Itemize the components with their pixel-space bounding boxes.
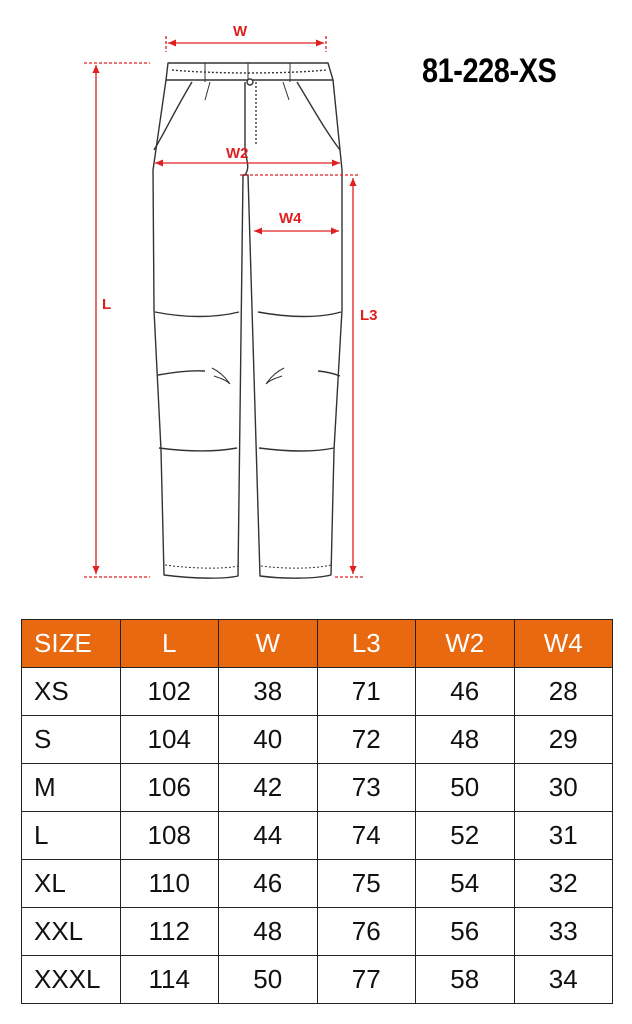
header-w: W [219,620,318,668]
cell-l3: 74 [317,812,416,860]
cell-w: 48 [219,908,318,956]
cell-w: 46 [219,860,318,908]
dimension-lines [84,36,365,577]
trousers-outline [153,63,342,578]
cell-size: L [22,812,121,860]
cell-l: 110 [120,860,219,908]
label-l3: L3 [360,307,378,324]
cell-l3: 76 [317,908,416,956]
table-row [22,716,613,764]
cell-l: 102 [120,668,219,716]
header-size: SIZE [22,620,121,668]
header-l: L [120,620,219,668]
label-l: L [102,296,112,313]
cell-l: 104 [120,716,219,764]
cell-l: 106 [120,764,219,812]
cell-size: XS [22,668,121,716]
cell-w4: 33 [514,908,613,956]
cell-l3: 71 [317,668,416,716]
cell-w: 44 [219,812,318,860]
header-w4: W4 [514,620,613,668]
cell-w4: 29 [514,716,613,764]
size-table [21,619,613,1004]
product-code: 81-228-XS [422,52,557,90]
table-header-row [22,620,613,668]
label-w: W [233,23,248,40]
cell-w2: 58 [416,956,515,1004]
table-row [22,668,613,716]
cell-l3: 73 [317,764,416,812]
header-w2: W2 [416,620,515,668]
table-row [22,860,613,908]
cell-l: 112 [120,908,219,956]
cell-l3: 77 [317,956,416,1004]
cell-w2: 54 [416,860,515,908]
cell-w2: 56 [416,908,515,956]
table-row [22,908,613,956]
cell-w: 50 [219,956,318,1004]
cell-w4: 31 [514,812,613,860]
header-l3: L3 [317,620,416,668]
cell-size: XXXL [22,956,121,1004]
cell-w4: 32 [514,860,613,908]
cell-l3: 72 [317,716,416,764]
cell-size: XXL [22,908,121,956]
cell-l: 108 [120,812,219,860]
cell-w4: 30 [514,764,613,812]
table-row [22,764,613,812]
cell-size: M [22,764,121,812]
cell-w2: 48 [416,716,515,764]
table-row [22,812,613,860]
cell-w: 38 [219,668,318,716]
cell-w: 42 [219,764,318,812]
table-row [22,956,613,1004]
cell-w: 40 [219,716,318,764]
cell-size: S [22,716,121,764]
cell-w2: 46 [416,668,515,716]
cell-w2: 50 [416,764,515,812]
cell-l: 114 [120,956,219,1004]
label-w2: W2 [226,145,249,162]
cell-w4: 28 [514,668,613,716]
cell-w4: 34 [514,956,613,1004]
cell-l3: 75 [317,860,416,908]
cell-size: XL [22,860,121,908]
cell-w2: 52 [416,812,515,860]
label-w4: W4 [279,210,302,227]
